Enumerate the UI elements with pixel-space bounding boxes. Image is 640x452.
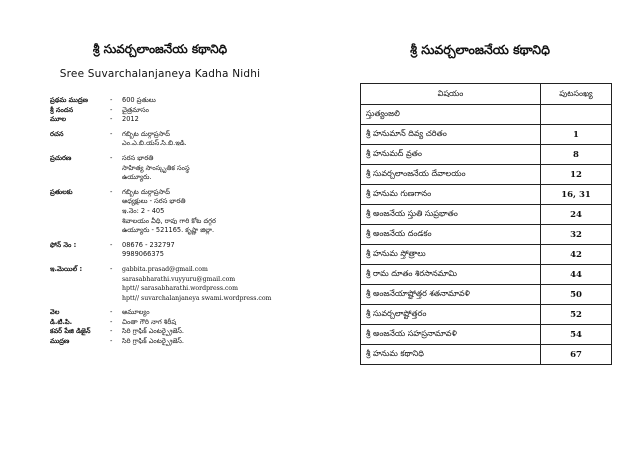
contents-row: [361, 105, 612, 125]
detail-row: [50, 327, 315, 337]
detail-separator: -: [110, 187, 113, 196]
detail-row: [50, 318, 315, 328]
detail-row: [50, 130, 315, 149]
contents-title: శ్రీ అంజనేయ దండకం: [361, 225, 541, 245]
detail-row: [50, 96, 315, 106]
contents-page-number: 67: [541, 345, 612, 365]
detail-key: ప్రతులకు: [50, 187, 73, 196]
right-page-title: శ్రీ సువర్చలాంజనేయ కథానిధి: [410, 42, 550, 57]
contents-table: [360, 83, 612, 365]
contents-page-number: 12: [541, 165, 612, 185]
contents-page-number: 24: [541, 205, 612, 225]
contents-row: [361, 265, 612, 285]
left-page-subtitle: Sree Suvarchalanjaneya Kadha Nidhi: [59, 68, 261, 80]
contents-title: శ్రీ అంజనేయ సహస్రనామావళి: [361, 325, 541, 345]
detail-value-line: ఉయ్యూరు.: [122, 173, 152, 182]
topic-header: విషయం: [361, 84, 541, 105]
contents-title: శ్రీ హనుమ గుణగానం: [361, 185, 541, 205]
detail-separator: -: [110, 153, 113, 162]
detail-separator: -: [110, 337, 113, 346]
detail-value: [122, 130, 315, 149]
contents-page-number: [541, 105, 612, 125]
detail-value-line: గబ్బిట దుర్గాప్రసాద్: [122, 187, 170, 196]
detail-value-line: చైత్రమాసం: [122, 105, 150, 114]
contents-page-number: 16, 31: [541, 185, 612, 205]
detail-value-line: అధ్యక్షులు - సరస భారతి: [122, 197, 186, 206]
detail-value: [122, 188, 315, 236]
detail-separator: -: [110, 96, 113, 104]
detail-key: కవర్ పేజి డిజైన్: [50, 327, 91, 336]
detail-value-line: hptt// suvarchalanjaneya swami.wordpress.com: [122, 294, 272, 302]
detail-value-line: గబ్బిట దుర్గాప్రసాద్: [122, 129, 170, 138]
detail-value-line: సిరి గ్రాఫిక్ ఎంటర్ప్రైజెస్.: [122, 337, 185, 346]
detail-value: [122, 308, 315, 318]
detail-row: [50, 308, 315, 318]
detail-value-line: సాహిత్య సాంస్కృతిక సంస్థ: [122, 163, 190, 172]
detail-separator: -: [110, 240, 113, 249]
contents-header-row: [361, 84, 612, 105]
publication-details: [50, 96, 315, 347]
contents-page-number: 54: [541, 325, 612, 345]
detail-value: [122, 327, 315, 337]
detail-separator: -: [110, 129, 113, 138]
detail-separator: -: [110, 327, 113, 336]
detail-value-line: gabbita.prasad@gmail.com: [122, 265, 208, 273]
detail-key: రచన: [50, 129, 64, 138]
contents-row: [361, 345, 612, 365]
detail-value: [122, 106, 315, 116]
contents-title: శ్రీ అంజనేయ స్తుతి సుప్రభాతం: [361, 205, 541, 225]
contents-row: [361, 165, 612, 185]
detail-key: ఇ.మెయిల్ :: [50, 264, 83, 273]
detail-value: [122, 265, 315, 303]
contents-page-number: 1: [541, 125, 612, 145]
detail-separator: -: [110, 115, 113, 124]
contents-title: స్తుత్యంజలి: [361, 105, 541, 125]
detail-value: [122, 337, 315, 347]
contents-row: [361, 285, 612, 305]
contents-page-number: 52: [541, 305, 612, 325]
detail-value-line: 9989066375: [122, 250, 164, 259]
left-page-title: శ్రీ సువర్చలాంజనేయ కథానిధి: [92, 42, 228, 56]
contents-title: శ్రీ హనుమ కథానిధి: [361, 345, 541, 365]
detail-value: [122, 154, 315, 183]
right-page: [320, 0, 640, 452]
detail-key: ఫోన్ నెం :: [50, 240, 77, 249]
detail-value-line: 08676 - 232797: [122, 240, 175, 249]
detail-separator: -: [110, 317, 113, 326]
detail-key: వెల: [50, 308, 60, 317]
detail-value: [122, 318, 315, 328]
contents-title: శ్రీ హనుమ స్తోత్రాలు: [361, 245, 541, 265]
detail-value-line: 2012: [122, 115, 139, 124]
page-header: పుటసంఖ్య: [541, 84, 612, 105]
detail-row: [50, 188, 315, 236]
detail-value-line: hptt// sarasabharathi.wordpress.com: [122, 285, 239, 293]
detail-value-line: సరస భారతి: [122, 153, 154, 162]
detail-key: ప్రథమ ముద్రణ: [50, 96, 88, 104]
contents-row: [361, 225, 612, 245]
detail-value: [122, 241, 315, 260]
detail-row: [50, 265, 315, 303]
contents-row: [361, 145, 612, 165]
contents-page-number: 8: [541, 145, 612, 165]
contents-title: శ్రీ హనుమద్ వ్రతం: [361, 145, 541, 165]
detail-value: [122, 115, 315, 125]
detail-value: [122, 96, 315, 106]
detail-value-line: ఎం.ఎ.బి.యస్.సి.బి.ఇడి.: [122, 139, 187, 148]
detail-value-line: ఇ.నెం: 2 - 405: [122, 206, 165, 215]
detail-separator: -: [110, 105, 113, 114]
detail-row: [50, 241, 315, 260]
detail-key: ముద్రణ: [50, 337, 70, 346]
detail-value-line: sarasabharathi.vuyyuru@gmail.com: [122, 275, 236, 283]
detail-value-line: చింతా గౌరి నాగ శిరీష: [122, 317, 177, 326]
detail-value-line: సిరి గ్రాఫిక్ ఎంటర్ప్రైజెస్.: [122, 327, 185, 336]
detail-value-line: 600 ప్రతులు: [122, 96, 156, 104]
detail-value-line: ఉయ్యూరు - 521165. కృష్ణా జిల్లా.: [122, 226, 215, 235]
detail-row: [50, 337, 315, 347]
contents-page-number: 50: [541, 285, 612, 305]
contents-title: శ్రీ హనుమాన్ దివ్య చరితం: [361, 125, 541, 145]
detail-row: [50, 115, 315, 125]
contents-row: [361, 325, 612, 345]
detail-separator: -: [110, 264, 113, 273]
detail-key: మూల: [50, 115, 67, 124]
contents-row: [361, 305, 612, 325]
detail-row: [50, 106, 315, 116]
contents-title: శ్రీ రామ దూతం శిరసానమామి: [361, 265, 541, 285]
contents-title: శ్రీ సువర్చలాష్టోత్తరం: [361, 305, 541, 325]
detail-key: డి.టి.పి.: [50, 317, 73, 326]
detail-row: [50, 154, 315, 183]
contents-page-number: 32: [541, 225, 612, 245]
contents-row: [361, 205, 612, 225]
detail-key: శ్రీ నందన: [50, 105, 74, 114]
detail-separator: -: [110, 308, 113, 317]
contents-row: [361, 245, 612, 265]
contents-title: శ్రీ సువర్చలాంజనేయ దేవాలయం: [361, 165, 541, 185]
contents-row: [361, 125, 612, 145]
detail-key: ప్రచురణ: [50, 153, 72, 162]
detail-value-line: అమూల్యం: [122, 308, 150, 317]
contents-row: [361, 185, 612, 205]
contents-title: శ్రీ అంజనేయాష్టోత్తర శతనామావళి: [361, 285, 541, 305]
detail-value-line: శివాలయం వీధి, రావు గారి కోట దగ్గర: [122, 216, 216, 225]
contents-page-number: 42: [541, 245, 612, 265]
contents-page-number: 44: [541, 265, 612, 285]
